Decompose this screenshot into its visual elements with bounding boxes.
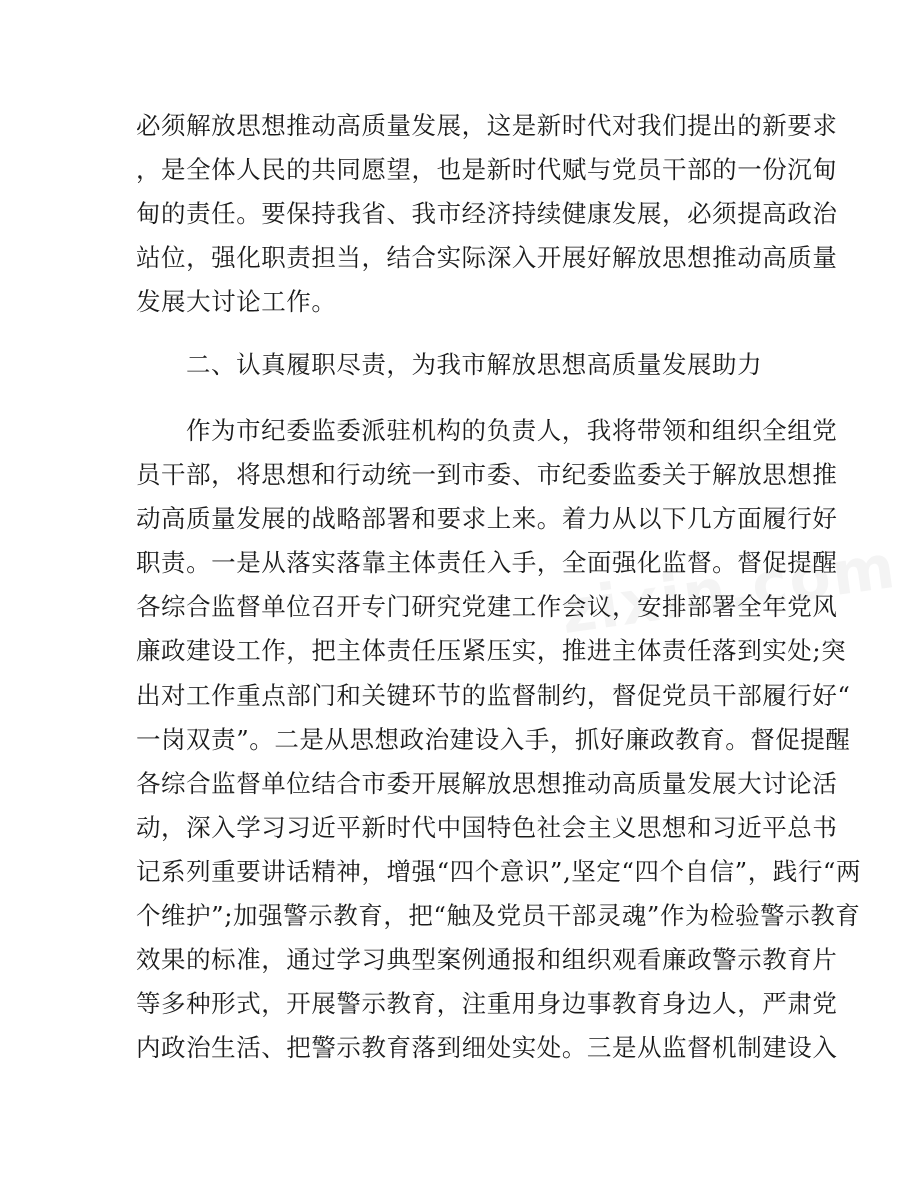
paragraph-2-line-6: 廉政建设工作，把主体责任压紧压实，推进主体责任落到实处;突 <box>136 636 847 665</box>
paragraph-2-line-12: 个维护”;加强警示教育，把“触及党员干部灵魂”作为检验警示教育 <box>136 901 861 930</box>
paragraph-2-line-4: 职责。一是从落实落靠主体责任入手，全面强化监督。督促提醒 <box>136 548 838 577</box>
paragraph-2-line-2: 员干部，将思想和行动统一到市委、市纪委监委关于解放思想推 <box>136 460 838 489</box>
paragraph-2-line-13: 效果的标准，通过学习典型案例通报和组织观看廉政警示教育片 <box>136 945 838 974</box>
paragraph-1-line-1: 必须解放思想推动高质量发展，这是新时代对我们提出的新要求 <box>136 111 838 140</box>
paragraph-2-line-10: 动，深入学习习近平新时代中国特色社会主义思想和习近平总书 <box>136 813 838 842</box>
paragraph-2-line-9: 各综合监督单位结合市委开展解放思想推动高质量发展大讨论活 <box>136 769 838 798</box>
paragraph-1-line-5: 发展大讨论工作。 <box>136 287 337 316</box>
paragraph-2-line-1: 作为市纪委监委派驻机构的负责人，我将带领和组织全组党 <box>186 416 838 445</box>
paragraph-2-line-3: 动高质量发展的战略部署和要求上来。着力从以下几方面履行好 <box>136 504 838 533</box>
section-heading-2: 二、认真履职尽责，为我市解放思想高质量发展助力 <box>186 350 763 379</box>
paragraph-2-line-11: 记系列重要讲话精神，增强“四个意识”,坚定“四个自信”，践行“两 <box>136 857 862 886</box>
paragraph-1-line-4: 站位，强化职责担当，结合实际深入开展好解放思想推动高质量 <box>136 243 838 272</box>
paragraph-2-line-8: 一岗双责”。二是从思想政治建设入手，抓好廉政教育。督促提醒 <box>136 725 851 754</box>
paragraph-2-line-7: 出对工作重点部门和关键环节的监督制约，督促党员干部履行好“ <box>136 681 851 710</box>
paragraph-2-line-5: 各综合监督单位召开专门研究党建工作会议，安排部署全年党风 <box>136 592 838 621</box>
paragraph-1-line-2: ，是全体人民的共同愿望，也是新时代赋与党员干部的一份沉甸 <box>136 155 838 184</box>
paragraph-2-line-14: 等多种形式，开展警示教育，注重用身边事教育身边人，严肃党 <box>136 989 838 1018</box>
paragraph-2-line-15: 内政治生活、把警示教育落到细处实处。三是从监督机制建设入 <box>136 1033 838 1062</box>
paragraph-1-line-3: 甸的责任。要保持我省、我市经济持续健康发展，必须提高政治 <box>136 199 838 228</box>
